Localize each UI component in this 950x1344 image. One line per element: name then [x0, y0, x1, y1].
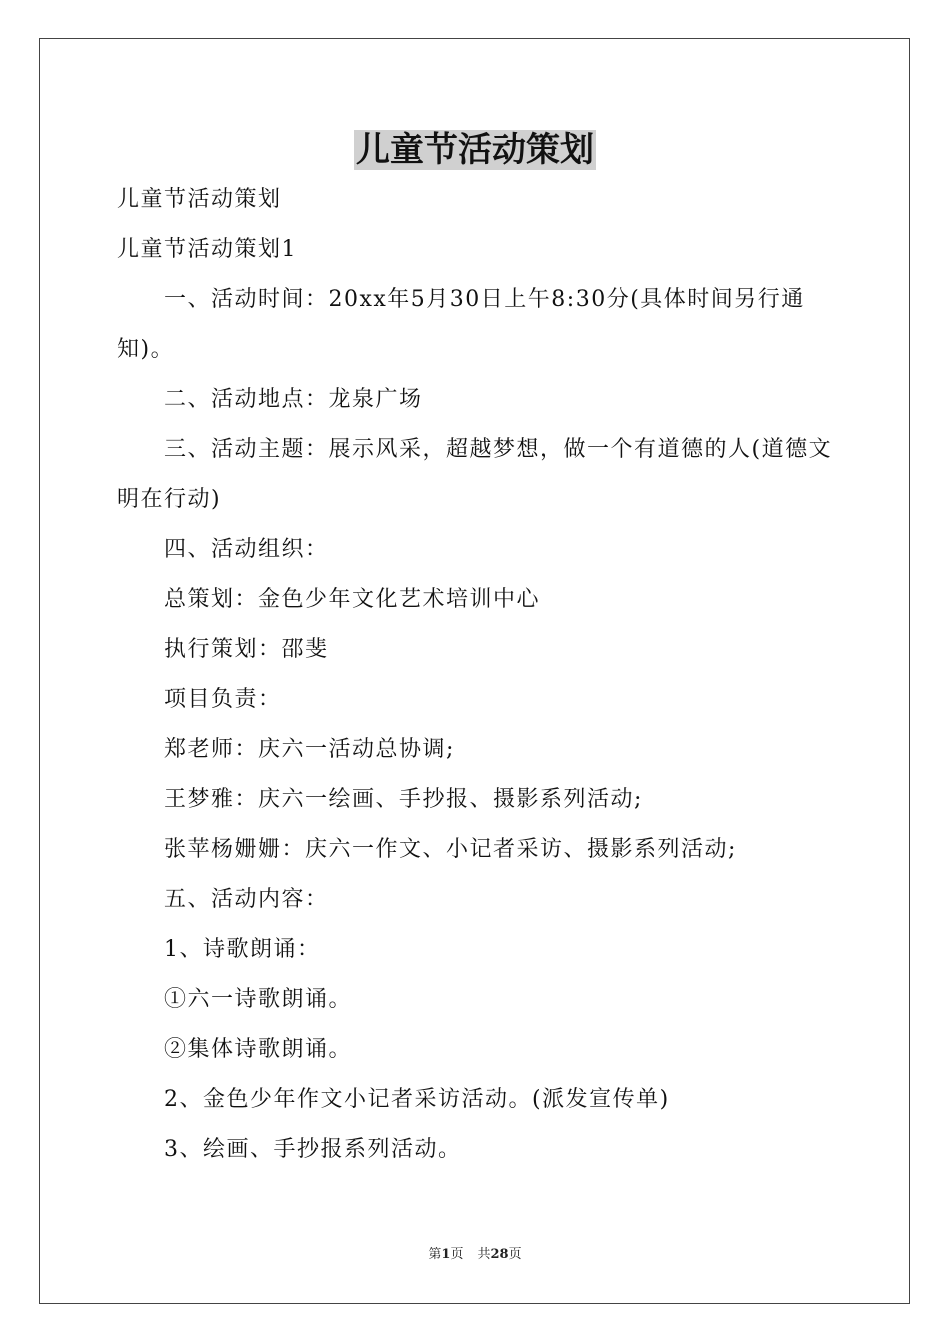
- body-paragraph: 王梦雅：庆六一绘画、手抄报、摄影系列活动;: [164, 787, 643, 812]
- body-paragraph: 一、活动时间：20xx年5月30日上午8:30分(具体时间另行通知)。: [117, 287, 805, 362]
- page-footer: [0, 1246, 950, 1264]
- body-paragraph: 张苹杨姗姗：庆六一作文、小记者采访、摄影系列活动;: [164, 837, 737, 862]
- body-paragraph: 执行策划：邵斐: [164, 637, 329, 662]
- footer-page-prefix: 第: [428, 1247, 442, 1262]
- footer-page-number: 1: [441, 1247, 451, 1262]
- document-body: [117, 175, 837, 1175]
- body-paragraph: ①六一诗歌朗诵。: [164, 987, 353, 1012]
- body-paragraph: 2、金色少年作文小记者采访活动。(派发宣传单): [164, 1087, 670, 1112]
- body-paragraph: 三、活动主题：展示风采，超越梦想，做一个有道德的人(道德文明在行动): [117, 437, 833, 512]
- document-title-text: 儿童节活动策划: [356, 130, 594, 170]
- footer-total-prefix: 共: [477, 1247, 491, 1262]
- body-paragraph: 四、活动组织：: [164, 537, 329, 562]
- body-paragraph: 3、绘画、手抄报系列活动。: [164, 1137, 462, 1162]
- footer-total-pages: 28: [490, 1247, 509, 1262]
- body-paragraph: 五、活动内容：: [164, 887, 329, 912]
- footer-total-suffix: 页: [508, 1247, 522, 1262]
- body-paragraph: 儿童节活动策划: [117, 187, 282, 212]
- document-title: [0, 128, 950, 172]
- body-paragraph: 项目负责：: [164, 687, 282, 712]
- body-paragraph: ②集体诗歌朗诵。: [164, 1037, 353, 1062]
- body-paragraph: 二、活动地点：龙泉广场: [164, 387, 423, 412]
- body-paragraph: 儿童节活动策划1: [117, 237, 297, 262]
- body-paragraph: 郑老师：庆六一活动总协调;: [164, 737, 455, 762]
- body-paragraph: 总策划：金色少年文化艺术培训中心: [164, 587, 541, 612]
- body-paragraph: 1、诗歌朗诵：: [164, 937, 321, 962]
- footer-page-suffix: 页: [450, 1247, 464, 1262]
